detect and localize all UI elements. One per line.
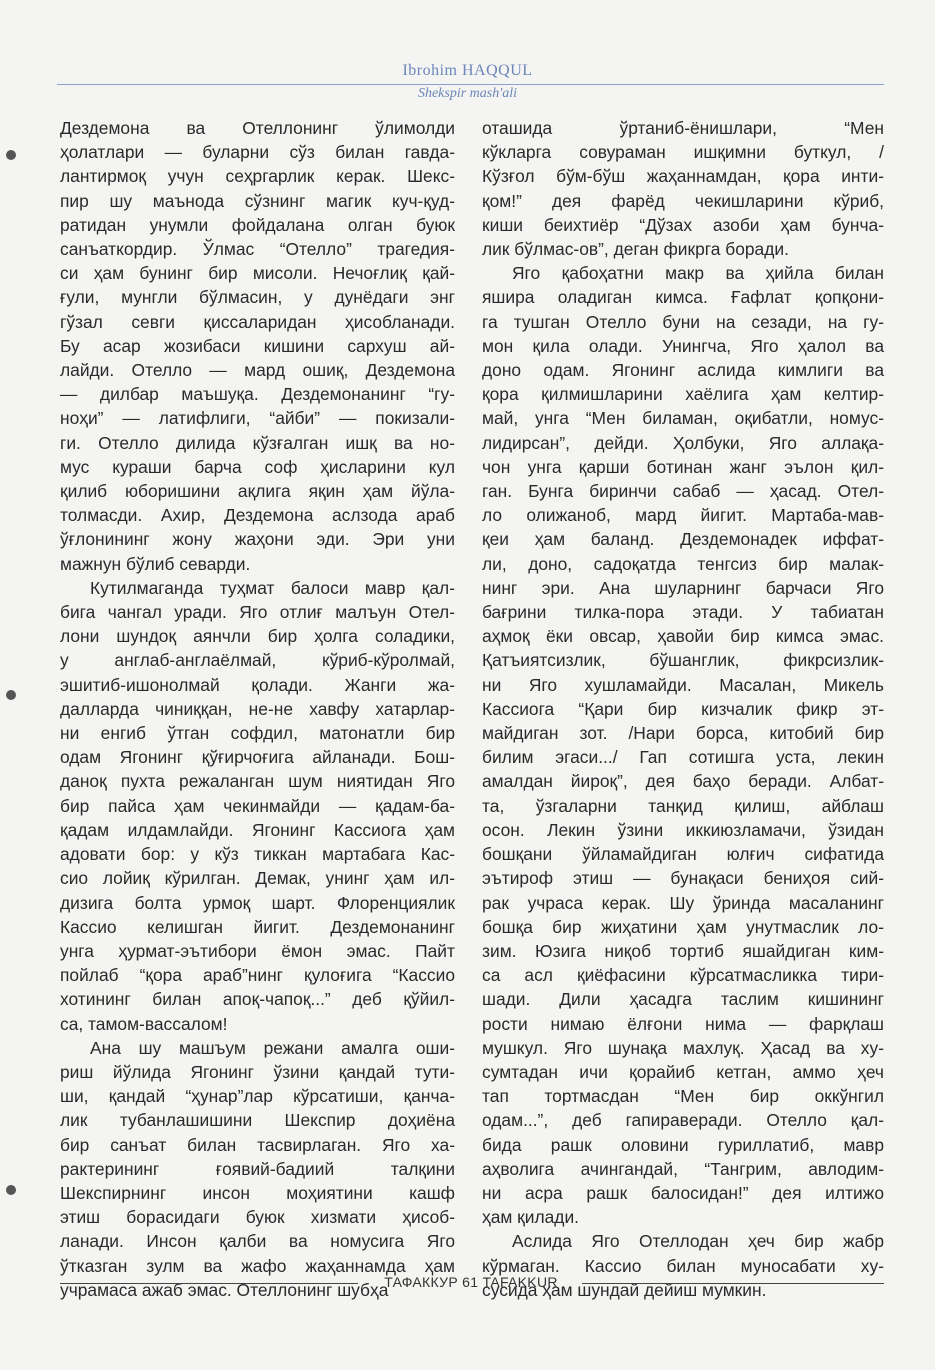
text-line: ўтказган зулм ва жафо жаҳаннамда ҳам [60,1255,455,1276]
text-line: ли, доно, садоқатда тенгсиз бир малак- [482,553,884,574]
text-line: Аслида Яго Отеллодан ҳеч бир жабр [512,1231,884,1252]
text-line: лик бўлмас-ов”, деган фикрга боради. [482,239,789,260]
text-line: одам...”, деб гапираверади. Отелло қал- [482,1110,884,1131]
text-line: даноқ пухта режаланган шум ниятидан Яго [60,771,455,792]
text-line: зим. Юзига ниқоб тортиб яшайдиган ким- [482,940,884,961]
text-line: ни енгиб ўтган софдил, матонатли бир [60,723,455,744]
paragraph [60,1036,455,1302]
text-line: лидирсан”, дейди. Ҳолбуки, Яго аллақа- [482,432,884,453]
text-line: сио лойиқ кўрилган. Демак, унинг ҳам ил- [60,868,455,889]
text-line: Дездемона ва Отеллонинг ўлимолди [60,118,455,138]
text-line: бағрини тилка-пора этади. У табиатан [482,602,884,623]
text-line: ши, қандай “ҳунар”лар кўрсатиши, қанча- [60,1086,455,1107]
page-footer [60,1273,884,1293]
text-line: эътироф этиш — бунақаси бениҳоя сий- [482,868,884,889]
text-line: пир шу маънода сўзнинг магик куч-қуд- [60,190,455,211]
text-line: ган. Бунга биринчи сабаб — ҳасад. Отел- [482,481,884,502]
text-line: рак учраса керак. Шу ўринда масаланинг [482,892,884,913]
text-line: бида рашк оловини гуриллатиб, мавр [482,1134,884,1155]
text-line: лик тубанлашишини Шекспир доҳиёна [60,1110,455,1131]
text-line: одам Ягонинг қўғирчоғига айланади. Бош- [60,747,455,768]
text-line: рости нимаю ёлғони нима — фарқлаш [482,1013,884,1034]
text-line: сумтадан ичи қорайиб кетган, аммо ҳеч [482,1061,884,1082]
text-line: толмасди. Ахир, Дездемона аслзода араб [60,505,455,526]
text-line: Кўзғол бўм-бўш жаҳаннамдан, қора инти- [482,166,884,187]
punch-hole-mark [6,1185,16,1195]
text-line: ланади. Инсон қалби ва номусига Яго [60,1231,455,1252]
text-line: лони шундоқ аянчли бир ҳолга соладики, [60,626,455,647]
text-line: рактерининг ғоявий-бадиий талқини [60,1158,455,1179]
text-line: аҳмоқ ёки овсар, ҳавойи бир кимса эмас. [482,626,884,647]
text-line: бошқа бир жиҳатини ҳам унутмаслик ло- [482,916,884,937]
text-line: га тушган Отелло буни на сезади, на гу- [482,311,884,332]
text-line: мус кураши барча соф ҳисларини кул [60,456,455,477]
text-line: Шекспирнинг инсон моҳиятини кашф [60,1182,455,1203]
footer-page-label: ТАФАККУР 61 TAFAKKUR [384,1274,558,1290]
text-line: эшитиб-ишонолмай қолади. Жанги жа- [60,674,455,695]
text-line: май, унга “Мен биламан, оқибатли, номус- [482,408,884,429]
text-line: сусида ҳам шундай дейиш мумкин. [482,1279,767,1300]
text-line: ҳам қилади. [482,1207,579,1228]
text-line: чон унга қарши ботинан жанг эълон қил- [482,456,884,477]
text-line: ни Яго хушламайди. Масалан, Микель [482,674,884,695]
text-line: Бу асар жозибаси кишини сархуш ай- [60,335,455,356]
text-line: доно одам. Ягонинг аслида кимлиги ва [482,360,884,381]
footer-rule-right [582,1283,884,1284]
paragraph [60,576,455,1036]
text-line: пойлаб “қора араб”нинг қулоғига “Кассио [60,965,455,986]
text-line: адовати бор: у кўз тиккан мартабага Кас- [60,844,455,865]
text-line: яшира оладиган кимса. Ғафлат қопқони- [482,287,884,308]
text-line: бошқани ўйламайдиган юлғич сифатида [482,844,884,865]
text-line: Кассиога “Қари бир кизчалик фикр эт- [482,698,884,719]
text-line: оташида ўртаниб-ёнишлари, “Мен [482,118,884,138]
text-line: унга ҳурмат-эътибори ёмон эмас. Пайт [60,940,455,961]
text-line: қора қилмишларини хаёлига ҳам келтир- [482,384,884,405]
text-line: қеи ҳам баланд. Дездемонадек иффат- [482,529,884,550]
text-line: қадам илдамлайди. Ягонинг Кассиога ҳам [60,819,455,840]
paragraph [482,261,884,1229]
header-author: Ibrohim HAQQUL [402,62,533,79]
right-text-column [482,116,884,1302]
text-line: нинг эри. Ана шуларнинг барчаси Яго [482,577,884,598]
text-line: хотининг билан апоқ-чапоқ...” деб қўйил- [60,989,455,1010]
punch-hole-mark [6,150,16,160]
text-line: та, ўзгаларни танқид қилиш, айблаш [482,795,884,816]
text-line: мон қила олади. Унингча, Яго ҳалол ва [482,335,884,356]
text-line: осон. Лекин ўзини иккиюзламачи, ўзидан [482,819,884,840]
text-line: са асл қиёфасини кўрсатмасликка тири- [482,965,884,986]
punch-hole-mark [6,690,16,700]
text-line: аҳволига ачингандай, “Тангрим, авлодим- [482,1158,884,1179]
text-line: дизига болта урмоқ шарт. Флоренциялик [60,892,455,913]
text-line: бига чангал уради. Яго отлиғ малъун Отел- [60,602,455,623]
text-line: шади. Дили ҳасадга таслим кишининг [482,989,884,1010]
text-line: бир санъат билан тасвирлаган. Яго ха- [60,1134,455,1155]
text-line: кўкларга совураман ишқимни буткул, / [482,142,884,163]
text-line: са, тамом-вассалом! [60,1013,228,1034]
text-line: ғули, мунгли бўлмасин, у дунёдаги энг [60,287,455,308]
footer-rule-left [60,1283,358,1284]
text-line: си ҳам бунинг бир мисоли. Нечоғлиқ қай- [60,263,455,284]
text-line: ноҳи” — латифлиги, “айби” — покизали- [60,408,455,429]
text-line: киши беихтиёр “Дўзах азоби ҳам бунча- [482,214,884,235]
text-line: ни асра рашк балосидан!” дея илтижо [482,1182,884,1203]
text-line: лантирмоқ учун сеҳргарлик керак. Шекс- [60,166,455,187]
text-line: билим эгаси.../ Гап сотишга уста, лекин [482,747,884,768]
text-line: гўзал севги қиссаларидан ҳисобланади. [60,311,455,332]
text-line: Кассио келишган йигит. Дездемонанинг [60,916,455,937]
text-line: ло олижаноб, мард йигит. Мартаба-мав- [482,505,884,526]
text-line: у англаб-англаёлмай, кўриб-кўролмай, [60,650,455,671]
text-line: қом!” дея фарёд чекишларини кўриб, [482,190,884,211]
text-line: мушкул. Яго шунақа махлуқ. Ҳасад ва ху- [482,1037,884,1058]
text-line: далларда чиниққан, не-не хавфу хатарлар- [60,698,455,719]
text-line: — дилбар маъшуқа. Дездемонанинг “гу- [60,384,455,405]
paragraph [60,116,455,576]
left-text-column [60,116,455,1302]
text-line: ҳолатлари — буларни сўз билан гавда- [60,142,455,163]
text-line: ги. Отелло дилида кўзғалган ишқ ва но- [60,432,455,453]
text-line: амалдан йироқ”, дея баҳо беради. Албат- [482,771,884,792]
text-line: риш йўлида Ягонинг ўзини қандай тути- [60,1061,455,1082]
text-line: санъаткордир. Ўлмас “Отелло” трагедия- [60,239,455,260]
text-line: ўғлонининг жону жаҳони эди. Эри уни [60,529,455,550]
text-line: қилиб юборишини ақлига яқин ҳам йўла- [60,481,455,502]
paragraph [482,116,884,261]
text-line: Яго қабоҳатни макр ва ҳийла билан [512,263,884,284]
text-line: Ана шу машъум режани амалга оши- [90,1037,455,1058]
text-line: кўрмаган. Кассио билан муносабати ху- [482,1255,884,1276]
text-line: Қатъиятсизлик, бўшанглик, фикрсизлик- [482,650,884,671]
text-line: майдиган зот. /Нари борса, китобий бир [482,723,884,744]
text-line: мажнун бўлиб севарди. [60,553,251,574]
header-section-title: Shekspir mash'ali [417,86,518,101]
header-divider [57,84,884,85]
text-line: учрамаса ажаб эмас. Отеллонинг шубҳа [60,1279,389,1300]
text-line: бир пайса ҳам чекинмайди — қадам-ба- [60,795,455,816]
text-line: ратидан унумли фойдалана олган буюк [60,214,455,235]
text-line: Кутилмаганда туҳмат балоси мавр қал- [90,577,455,598]
text-line: этиш борасидаги буюк хизмати ҳисоб- [60,1207,455,1228]
text-line: лайди. Отелло — мард ошиқ, Дездемона [60,360,455,381]
text-line: тап тортмасдан “Мен бир оккўнгил [482,1086,884,1107]
